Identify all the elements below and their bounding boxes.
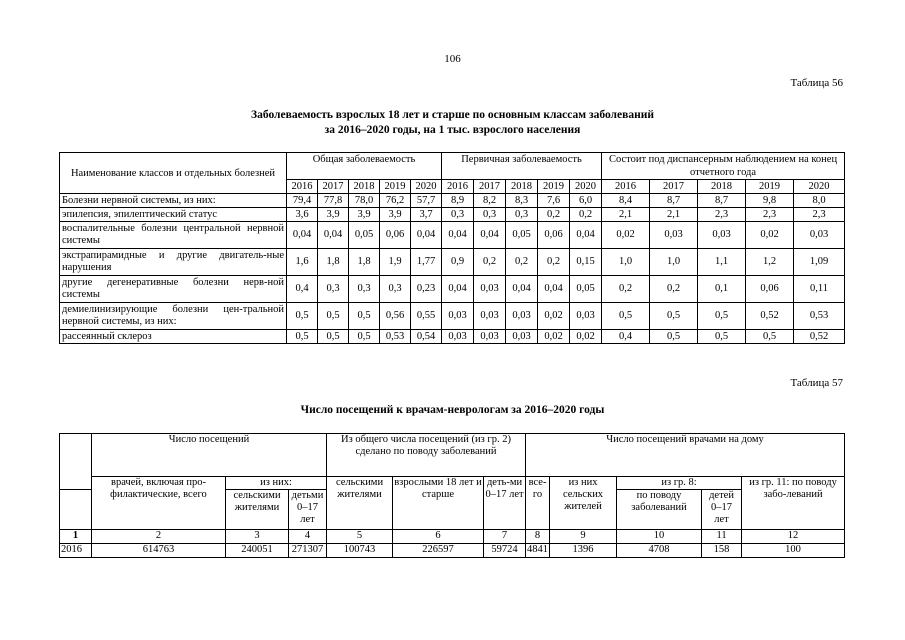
table56-cell: 0,3 [349,276,380,303]
table56-row-name: демиелинизирующие болезни цен-тральной нервной системы, из них: [60,303,287,330]
table57-header-year [60,434,92,490]
table56-cell: 1,8 [318,249,349,276]
table57-cell: 271307 [289,544,327,558]
table56-cell: 2,3 [698,208,746,222]
table57-column-number: 2 [92,530,226,544]
table56-cell: 0,05 [506,222,538,249]
table56-cell: 0,2 [570,208,602,222]
table56-year-header: 2016 [287,180,318,194]
table56-year-header: 2019 [746,180,794,194]
table56-cell: 2,1 [650,208,698,222]
table56-year-header: 2016 [602,180,650,194]
table57-body [60,544,845,558]
table57-column-number: 1 [60,530,92,544]
table56-cell: 0,3 [442,208,474,222]
table56-row-name: воспалительные болезни центральной нервной системы [60,222,287,249]
table56-title-line1: Заболеваемость взрослых 18 лет и старше по основным классам заболеваний [251,109,654,121]
table56-row-name: Болезни нервной системы, из них: [60,194,287,208]
table56-cell: 8,9 [442,194,474,208]
table56-cell: 0,03 [442,303,474,330]
table56-cell: 8,3 [506,194,538,208]
table56-cell: 0,02 [602,222,650,249]
table56-cell: 0,54 [411,330,442,344]
table56-year-header: 2019 [538,180,570,194]
table56-year-header: 2017 [650,180,698,194]
table56-cell: 0,2 [474,249,506,276]
table56-cell: 0,52 [794,330,845,344]
table56-cell: 0,2 [538,249,570,276]
table56-cell: 0,06 [538,222,570,249]
table57-column-numbers [60,530,845,544]
table56-cell: 0,56 [380,303,411,330]
table56-cell: 0,03 [506,330,538,344]
table56-cell: 0,04 [538,276,570,303]
table56-cell: 8,7 [650,194,698,208]
table56-row [60,303,845,330]
table56-year-header: 2020 [794,180,845,194]
table56-cell: 7,6 [538,194,570,208]
table56-cell: 8,7 [698,194,746,208]
table56-cell: 0,02 [538,330,570,344]
table56-title-line2: за 2016–2020 годы, на 1 тыс. взрослого населения [324,124,581,136]
table56-row [60,222,845,249]
table56-cell: 8,4 [602,194,650,208]
table56-cell: 0,03 [650,222,698,249]
table56-year-header: 2020 [411,180,442,194]
table57-header-of-gr11: из гр. 11: по поводу забо-леваний [742,477,845,530]
table56-cell: 0,06 [380,222,411,249]
table56-cell: 0,52 [746,303,794,330]
table56-cell: 0,05 [349,222,380,249]
table56-cell: 0,05 [570,276,602,303]
table56-cell: 0,03 [442,330,474,344]
table56-cell: 0,2 [602,276,650,303]
table56-cell: 2,1 [602,208,650,222]
table56-row [60,194,845,208]
table56-year-header: 2018 [506,180,538,194]
table57-label: Таблица 57 [790,377,843,389]
table56-year-header: 2019 [380,180,411,194]
table56-cell: 0,04 [442,276,474,303]
table56-cell: 1,6 [287,249,318,276]
table56-cell: 0,2 [650,276,698,303]
table56-cell: 0,5 [349,303,380,330]
table56-cell: 0,02 [538,303,570,330]
table56-cell: 1,1 [698,249,746,276]
table56-cell: 0,53 [380,330,411,344]
table56-cell: 0,5 [318,330,349,344]
table56-year-header: 2020 [570,180,602,194]
table57-cell: 100743 [327,544,393,558]
table57-header-adults: взрослыми 18 лет и старше [393,477,484,530]
table56-cell: 8,2 [474,194,506,208]
table56-cell: 79,4 [287,194,318,208]
table56-row-name: экстрапирамидные и другие двигатель-ные нарушения [60,249,287,276]
table56 [59,152,845,344]
table56-row-name: эпилепсия, эпилептический статус [60,208,287,222]
table56-cell: 0,4 [287,276,318,303]
table56-cell: 0,3 [318,276,349,303]
table57-cell: 240051 [226,544,289,558]
table56-row-name: другие дегенеративные болезни нерв-ной системы [60,276,287,303]
table57-cell: 100 [742,544,845,558]
table56-cell: 0,2 [538,208,570,222]
table57-header-children: детьми 0–17 лет [289,490,327,530]
table56-cell: 0,15 [570,249,602,276]
page-number: 106 [444,53,461,65]
table57-column-number: 12 [742,530,845,544]
table56-cell: 0,5 [287,303,318,330]
table57-header-diseases: по поводу заболеваний [617,490,702,530]
table56-cell: 0,5 [650,303,698,330]
table56-row-name: рассеянный склероз [60,330,287,344]
table57-column-number: 8 [526,530,550,544]
table56-cell: 3,7 [411,208,442,222]
table57-title: Число посещений к врачам-неврологам за 2016–2020 годы [300,404,605,416]
table56-cell: 3,9 [380,208,411,222]
table56-row [60,249,845,276]
table57-cell: 226597 [393,544,484,558]
table57-header-doctors: врачей, включая про-филактические, всего [92,477,226,530]
table57-header-total: все-го [526,477,550,530]
table57 [59,433,845,558]
table57-column-number: 7 [484,530,526,544]
table56-year-header: 2018 [349,180,380,194]
table56-year-header: 2016 [442,180,474,194]
table56-cell: 0,5 [698,330,746,344]
table56-cell: 3,6 [287,208,318,222]
table56-cell: 0,5 [698,303,746,330]
table57-header-of-them: из них: [226,477,327,490]
table56-cell: 0,5 [746,330,794,344]
table56-cell: 0,02 [746,222,794,249]
table56-cell: 0,3 [380,276,411,303]
table56-cell: 77,8 [318,194,349,208]
table57-column-number: 11 [702,530,742,544]
table57-column-number: 10 [617,530,702,544]
table56-cell: 0,5 [602,303,650,330]
table56-year-header: 2018 [698,180,746,194]
table56-year-header: 2017 [474,180,506,194]
table56-cell: 1,77 [411,249,442,276]
table57-header-visits: Число посещений [92,434,327,477]
table56-cell: 3,9 [318,208,349,222]
table57-column-number: 9 [550,530,617,544]
table56-cell: 0,03 [506,303,538,330]
table56-cell: 0,9 [442,249,474,276]
table57-column-number: 4 [289,530,327,544]
table56-cell: 0,55 [411,303,442,330]
table56-cell: 0,04 [474,222,506,249]
table56-cell: 1,2 [746,249,794,276]
table57-cell: 2016 [60,544,92,558]
table56-cell: 0,03 [794,222,845,249]
table56-cell: 0,5 [287,330,318,344]
table56-cell: 0,23 [411,276,442,303]
table56-header-dispensary: Состоит под диспансерным наблюдением на конец отчетного года [602,153,845,180]
table56-cell: 0,53 [794,303,845,330]
table57-header-rural: сельскими жителями [226,490,289,530]
table57-header-from-total: Из общего числа посещений (из гр. 2) сделано по поводу заболеваний [327,434,526,477]
table56-cell: 76,2 [380,194,411,208]
table56-cell: 0,5 [650,330,698,344]
table57-header-home: Число посещений врачами на дому [526,434,845,477]
table56-row [60,276,845,303]
table57-cell: 4708 [617,544,702,558]
table56-cell: 0,03 [474,330,506,344]
table56-cell: 0,04 [318,222,349,249]
table56-cell: 0,04 [570,222,602,249]
table57-cell: 59724 [484,544,526,558]
table56-cell: 2,3 [746,208,794,222]
table56-cell: 0,3 [506,208,538,222]
table56-header-primary: Первичная заболеваемость [442,153,602,180]
table56-cell: 0,5 [349,330,380,344]
table56-header-total: Общая заболеваемость [287,153,442,180]
table56-cell: 8,0 [794,194,845,208]
table56-cell: 1,0 [650,249,698,276]
table57-header-of-rural: из них сельских жителей [550,477,617,530]
table57-header-year-cont [60,490,92,530]
table56-cell: 0,03 [474,303,506,330]
table56-cell: 1,8 [349,249,380,276]
table57-header-children2: деть-ми 0–17 лет [484,477,526,530]
table56-cell: 0,03 [698,222,746,249]
table57-row [60,544,845,558]
table57-header-children3: детей 0–17 лет [702,490,742,530]
table56-cell: 0,2 [506,249,538,276]
table57-cell: 4841 [526,544,550,558]
table57-cell: 614763 [92,544,226,558]
table56-cell: 0,4 [602,330,650,344]
table56-cell: 3,9 [349,208,380,222]
table56-cell: 0,04 [287,222,318,249]
table56-cell: 0,5 [318,303,349,330]
table56-cell: 0,03 [570,303,602,330]
table56-cell: 0,11 [794,276,845,303]
table56-label: Таблица 56 [790,77,843,89]
table56-cell: 0,03 [474,276,506,303]
table56-cell: 0,04 [411,222,442,249]
table56-cell: 6,0 [570,194,602,208]
table56-cell: 9,8 [746,194,794,208]
table57-cell: 158 [702,544,742,558]
table56-cell: 57,7 [411,194,442,208]
table56-cell: 0,06 [746,276,794,303]
table57-column-number: 3 [226,530,289,544]
table56-row [60,330,845,344]
table56-title [0,108,905,138]
table56-cell: 0,04 [506,276,538,303]
table56-row [60,208,845,222]
table56-cell: 78,0 [349,194,380,208]
table56-cell: 0,02 [570,330,602,344]
table56-cell: 0,04 [442,222,474,249]
table56-cell: 1,0 [602,249,650,276]
table57-cell: 1396 [550,544,617,558]
table56-cell: 2,3 [794,208,845,222]
table56-cell: 0,1 [698,276,746,303]
table57-column-number: 5 [327,530,393,544]
table56-cell: 0,3 [474,208,506,222]
table56-body [60,194,845,344]
table56-year-header: 2017 [318,180,349,194]
table56-cell: 1,09 [794,249,845,276]
table56-cell: 1,9 [380,249,411,276]
table57-header-of-gr8: из гр. 8: [617,477,742,490]
table57-header-rural2: сельскими жителями [327,477,393,530]
table57-column-number: 6 [393,530,484,544]
table56-header-name: Наименование классов и отдельных болезней [60,153,287,194]
